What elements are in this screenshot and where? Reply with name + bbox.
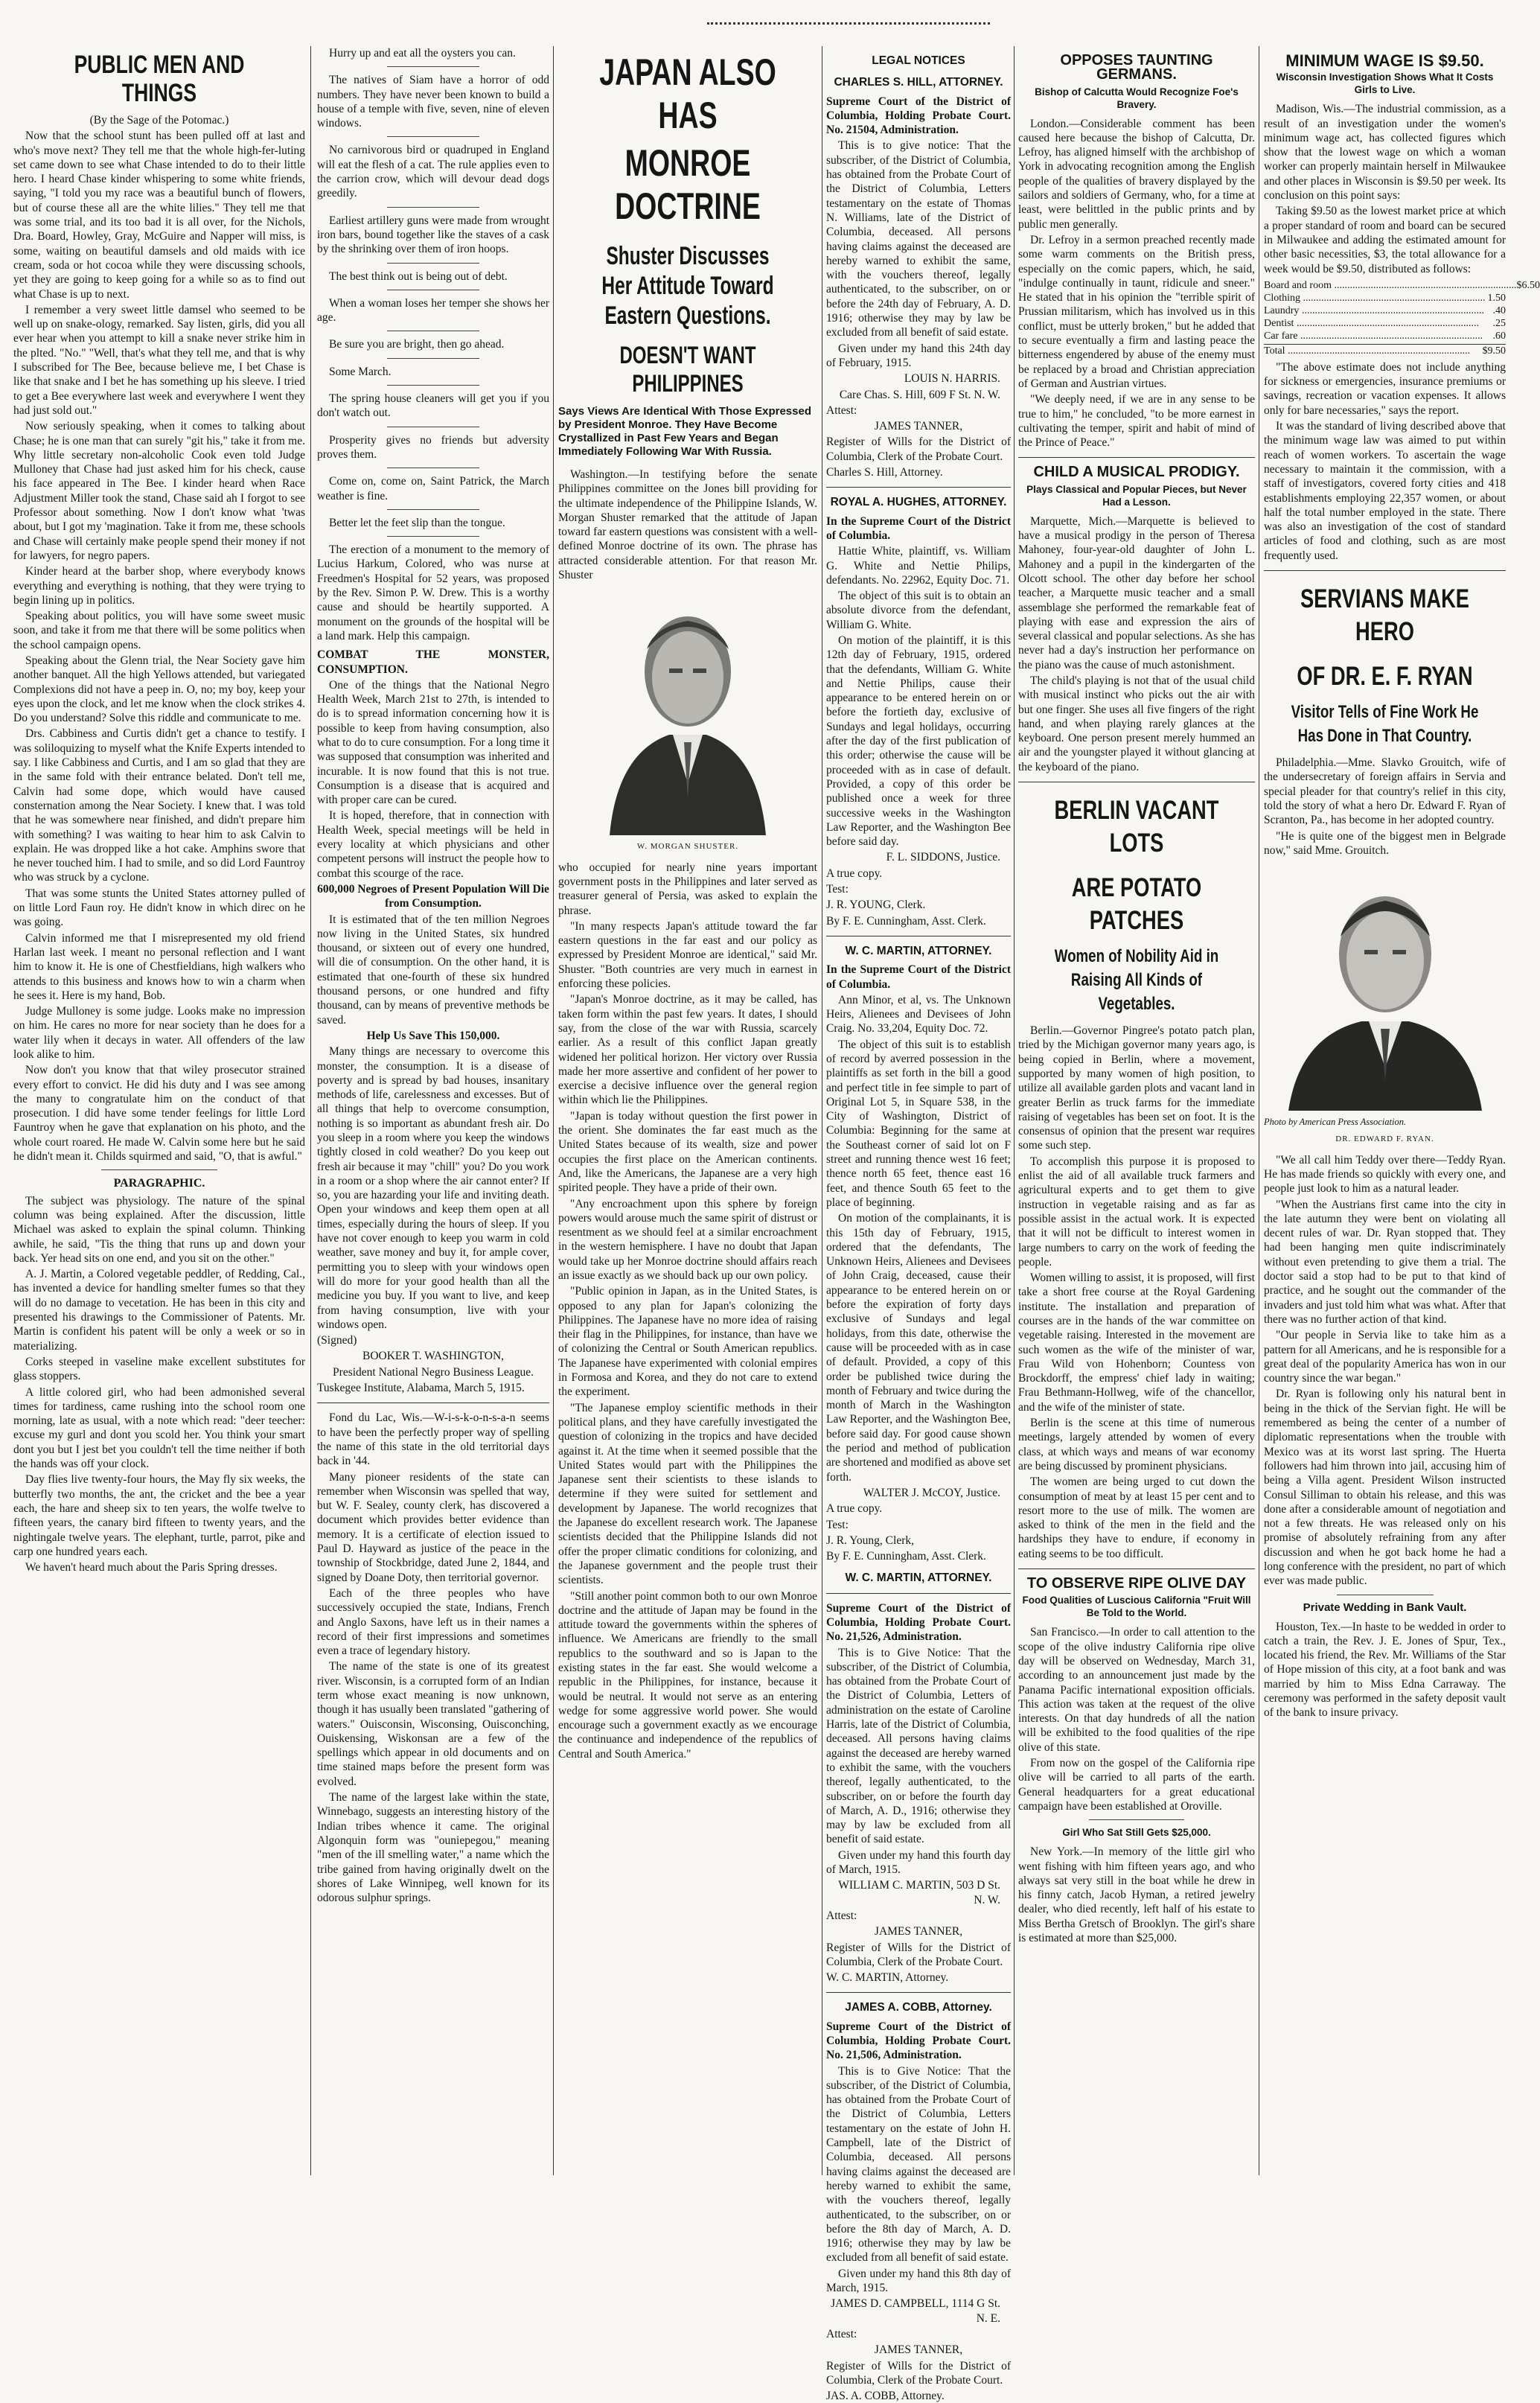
signature: JAMES D. CAMPBELL, 1114 G St. N. E. [831,2297,1000,2325]
row-value: $6.50 [1516,279,1540,291]
paragraph: I remember a very sweet little damsel who seemed to be well up on snake-ology, remarked. Say listen, girls, did you all ever hear when you attempt to kill a snake never strike him in the plted. "No." "Well, that's what they tell me, and that is why I subscribed for The Bee, because believe me, I bet Chase is like that snake and I bet he has something up his sleeve. I tried to get a Bee everywhere last week and everywhere I went they had just sold out." [13,303,305,417]
deck: Plays Classical and Popular Pieces, but Never Had a Lesson. [1026,483,1247,508]
column-news-briefs [1018,46,1255,2175]
legal-notices-head: LEGAL NOTICES [872,54,965,67]
signature-title: President National Negro Business League. [333,1365,534,1379]
subheadline-servians: Visitor Tells of Fine Work He Has Done in That Country. [1291,702,1479,747]
paragraph: It is estimated that of the ten million Negroes now living in the United States, six hundred thousand, or sixteen out of every one hundred, will die of consumption. On the other hand, it is estimated that one-fourth of these six hundred thousand persons, or one hundred and fifty thousand, can by means of preventive methods be saved. [317,913,549,1027]
top-rule [707,22,990,25]
parties: Ann Minor, et al, vs. The Unknown Heirs, Alienees and Devisees of John Craig. No. 33,204, Equity Doc. 72. [826,993,1011,1035]
byline: (By the Sage of the Potomac.) [89,114,229,127]
paragraph: Now that the school stunt has been pulled off at last and who's move next? They tell me that the whole high-fer-luting set came down to see what Chase intended to do to their little hero. I heard Chase kinder whispering to some white friends, saying, "I told you my race was a beautiful bunch of flowers, but of course these all are the white lilies." They tell me that was some trial, and its too bad it is all over, for the Nichols, Dra. Board, Howley, Gray, McGuire and Napper will miss, is some, waiting on beautiful damsels and old maids with ice cream, soda or hot cocoa while they were discussing schools, yet they are going to keep going for a while so as to find out what Chase is up to next. [13,130,305,301]
article-body [13,129,305,1164]
paragraph: Kinder heard at the barber shop, where everybody knows everything and everything is nothing, that they were trying to begin lining up in politics. [13,565,305,607]
photo-caption: DR. EDWARD F. RYAN. [1335,1135,1434,1144]
paragraph: Each of the three peoples who have successively occupied the state, Indians, French and Anglo Saxons, have left us in their names a record of their first impressions and sometimes even a trace of legendary history. [317,1586,549,1658]
paragraph: The child's playing is not that of the usual child with musical instinct who picks out the air with but one finger. She uses all five fingers of the right hand, and when playing rarely glances at the keyboard. One person present merely hummed an air and the youngster played it without glancing at the keyboard of the piano. [1018,674,1255,773]
column-rule [310,46,311,2175]
separator [826,487,1011,488]
subheadline-shuster: Shuster Discusses Her Attitude Toward Eastern Questions. [601,242,774,330]
headline-berlin-1: BERLIN VACANT LOTS [1054,796,1219,858]
paragraph: "Still another point common both to our own Monroe doctrine and the attitude of Japan may be found in the attitude toward the governments within the spheres of influence. We Americans are friendly to the small republics to the southward and so is Japan to the existing states in the far east. She would welcome a republic in the Philippines, for instance, because it would be neutral. It would not serve as an entering wedge for some aggressive world power. She would encourage such a government exactly as we encourage the continuance and independence of the republics of Central and South America." [558,1589,817,1761]
signature: LOUIS N. HARRIS. [904,372,1000,386]
column-legal-notices [826,46,1011,2403]
given: Given under my hand this 24th day of February, 1915. [826,342,1011,369]
paragraph: Now seriously speaking, when it comes to talking about Chase; he is one man that can surely "git his," take it from me. Why little secretary non-alcoholic Cook even told Judge Mulloney that Chase had just asked him for his check, cause his face appeared in The Bee. I kinder heard when Race Adjustment Miller took the stand, Chase said ah I forgot to see Professor about something. Now I don't know what 'twas about, but I got my 'magination. Take it from me, these schools and Chase will certainly make people spend their money if not for lawyers, for negro papers. [13,420,305,562]
paragraph: San Francisco.—In order to call attention to the scope of the olive industry California ripe olive day will be observed on Wednesday, March 31, according to an announcement just made by the Panama Pacific international exposition officials. This action was taken at the request of the olive interests. On that day hundreds of all the nation will be exhibited to the food qualities of the ripe olive of this state. [1018,1626,1255,1754]
tanner: JAMES TANNER, [874,2343,963,2357]
paragraph: The subject was physiology. The nature of the spinal column was being explained. After the discussion, little Michael was asked to explain the spinal column. Thinking awhile, he said, "Tis the thing that runs up and down your back. Yer head sits on one end, and you sit on the other." [13,1194,305,1265]
notice-text: This is to Give Notice: That the subscriber, of the District of Columbia, has obtained from the Probate Court of the District of Columbia, Letters testamentary on the estate of John H. Campbell, late of the District of Columbia, deceased. All persons having claims against the deceased are hereby warned to exhibit the same, with the vouchers thereof, legally authenticated, to the subscriber, on or before the 8th day of March, A. D. 1916; otherwise they may by law be excluded from all benefit of said estate. [826,2064,1011,2265]
help-head: Help Us Save This 150,000. [366,1029,500,1042]
item: The best think out is being out of debt. [329,269,508,283]
paragraph: Dr. Lefroy in a sermon preached recently made some warm comments on the British press, especially on the comic papers, which, he said, "indulge continually in taunt, ridicule and sneer." He stated that in his opinion the "terrible spirit of Prussian militarism, which has involved us in this conflict, must be utterly broken," but he added that to secure eventually a firm and lasting peace the bitterness engendered by abuse of the enemy must be replaced by a broad and Christian appreciation of German and Austrian virtues. [1018,233,1255,390]
item: The natives of Siam have a horror of odd numbers. They have never been known to build a house of a temple with five, seven, nine of eleven windows. [317,74,549,130]
court: In the Supreme Court of the District of Columbia. [826,514,1011,542]
headline-prodigy: CHILD A MUSICAL PRODIGY. [1033,464,1240,481]
headline-berlin-2: ARE POTATO PATCHES [1071,873,1202,936]
attorney: Charles S. Hill, Attorney. [826,466,943,479]
paragraph: "Japan is today without question the first power in the orient. She dominates the far east much as the United States because of its wealth, size and power occupies the first place on the American continents. And, like the Americans, the Japanese are a very high spirited people. They have a pride of their own. [558,1109,817,1195]
paragraph: "He is quite one of the biggest men in Belgrade now," said Mme. Grouitch. [1264,829,1506,857]
attorney: JAS. A. COBB, Attorney. [826,2390,945,2403]
item: The erection of a monument to the memory of Lucius Harkum, Colored, who was nurse at Freedmen's Hospital for 52 years, was proposed by the Rev. Simon P. W. Drew. This is a worthy cause and should be heartily supported. A monument on the grounds of the hospital will be a land mark. Help this campaign. [317,543,549,642]
separator [387,385,480,386]
notice-text: The object of this suit is to establish of record by averred possession in the plaintiffs as set forth in the bill a good and perfect title in fee simple to part of Original Lot 5, in Square 538, in the City of Washington, District of Columbia: Beginning for the same at the Southeast corner of said lot on F street and running thence west 16 feet; thence north 65 feet, thence east 16 feet, and thence South 65 feet to the place of beginning. [826,1038,1011,1209]
attorney: W. C. MARTIN, Attorney. [826,1971,949,1985]
table-row [1264,317,1506,330]
portrait-ryan [1274,865,1497,1111]
paragraph: London.—Considerable comment has been caused here because the bishop of Calcutta, Dr. Lefroy, has aligned himself with the archbishop of York in advocating recognition among the English people of the qualities of bravery displayed by the sailors and soldiers of Germany, who, for a time at least, were belittled in the public prints and by public men generally. [1018,117,1255,231]
paragraph: Day flies live twenty-four hours, the May fly six weeks, the butterfly two months, the ant, the cricket and the bee a year each, the hare and sheep six to ten years, the wolfe twelve to fifteen years, the canary bird fifteen to twenty years, and the nightingale twelve years. The elephant, turtle, parrot, pike and carp one hundred years each. [13,1473,305,1558]
paragraph: Marquette, Mich.—Marquette is believed to have a musical prodigy in the person of Theresa Mahoney, four-year-old daughter of John L. Mahoney and a pupil in the kindergarten of the Olcott school. The other day before her school teacher, a Marquette music teacher and a small assemblage she performed the remarkable feat of playing with ease and expression the airs of several classical and popular selections. As she has never had a day's instruction her performance on the piano was the cause of much astonishment. [1018,514,1255,671]
paragraph: Washington.—In testifying before the senate Philippines committee on the Jones bill providing for the ultimate independence of the Philippine Islands, W. Morgan Shuster remarked that the attitude of Japan toward far eastern questions was consistent with a well-defined Monroe doctrine of its own. The phrase has attracted considerable attention. For that reason Mr. Shuster [558,468,817,582]
item: Some March. [329,365,392,378]
paragraph: From now on the gospel of the California ripe olive will be carried to all parts of the earth. General headquarters for a great educational campaign have been established at Oroville. [1018,1757,1255,1813]
deck: Wisconsin Investigation Shows What It Costs Girls to Live. [1276,71,1494,96]
paragraph: It was the standard of living described above that the minimum wage law was aimed to put within reach of women workers. To ascertain the wage necessary to maintain it the commission, with a staff of investigators, covered forty cities and 418 establishments employing 22,357 women, or about half the total number employed in the state. There was also an investigation of the cost of standard articles of food and clothing, such as are most frequently used. [1264,420,1506,562]
parties: Hattie White, plaintiff, vs. William G. White and Nettie Philips, defendants. No. 22962, Equity Doc. 71. [826,545,1011,587]
headline-japan: JAPAN ALSO HAS [599,51,776,136]
paragraph: Women willing to assist, it is proposed, will first take a short free course at the Royal Gardening institute. The installation and preparation of courses are in the hands of the war committee on vegetable raising. Interested in the movement are such women as the wife of the minister of war, Frau Wild von Hohenborn; Countess von Brockdorff, the empress' chief lady in waiting; Frau Bethmann-Hollweg, wife of the chancellor, and the wife of the minister of state. [1018,1271,1255,1414]
row-value: .40 [1492,304,1506,316]
table-row [1264,330,1506,342]
separator [1018,457,1255,458]
paragraph: "The Japanese employ scientific methods in their political plans, and they have carefully investigated the question of colonizing in the tropics and have decided against it. At the time when it seemed possible that the United States would part with the Philippines the Japanese sent their scientists to these islands to determine if they were suited for settlement and development by Japanese. The world recognizes that the Japanese do excellent research work. The Japanese scientists decided that the Philippine Islands did not offer the proper climatic conditions for colonizing, and the Japanese government and the people trust their scientists. [558,1401,817,1587]
row-label: Board and room ..... [1264,279,1516,292]
court: In the Supreme Court of the District of Columbia. [826,963,1011,991]
signature-name: BOOKER T. WASHINGTON, [362,1350,505,1363]
paragraph: Dr. Ryan is following only his natural bent in being in the thick of the Servian fight. He will be remembered as being the center of a number of diplomatic representations when the trouble with Mexico was at its worst last spring. The Huerta followers had him thrown into jail, accusing him of being a Villa agent. President Wilson instructed Consul Silliman to obtain his release, and this was done after a considerable amount of negotiation and not a few threats. He was released only on his promise of absolutely refraining from any after discussion and when he got back home he had a long conference with the president, no part of which ever was made public. [1264,1388,1506,1588]
paragraph: Many things are necessary to overcome this monster, the consumption. It is a disease of poverty and is spread by bad houses, insanitary methods of life, carelessness and excesses. But of all things that help to overcome consumption, nothing is so important as abundant fresh air. Do you sleep in a room where you keep the windows tightly closed in cold weather? Do you keep out fresh air because it may "chill" you? Do you work in a room or a shop where the air cannot enter? If so, you are hazarding your life and inviting death. Open your windows and keep them open at all times, especially during the hours of sleep. If you have not cover enough to keep you warm in cold weather, save money and buy it, for ample cover, permitting you to sleep with your windows open will do more for your good health than all the medicine you buy. If you want to live, and keep from having consumption, live with your windows open. [317,1045,549,1331]
clerk: By F. E. Cunningham, Asst. Clerk. [826,914,986,928]
paragraph: The name of the state is one of its greatest river. Wisconsin, is a corrupted form of an Indian term whose exact meaning is now unknown, though it has usually been translated "gathering of waters." Ouisconsin, Wisconsing, Ouisconching, Ouiskensing, Wiskonsan are a few of the spellings which appear in old documents and on time stained maps before the present form was evolved. [317,1660,549,1788]
paragraph: Berlin is the scene at this time of numerous meetings, largely attended by women of every class, at which ways and means of war economy are being discussed by prominent physicians. [1018,1417,1255,1472]
headline-monroe: MONROE DOCTRINE [615,142,761,227]
notice-text: On motion of the plaintiff, it is this 12th day of February, 1915, ordered that the defendants, William G. White and Nettie Philips, cause their appearance to be entered herein on or before the fortieth day, exclusive of Sundays and legal holidays, occurring after the day of the first publication of this order; otherwise the cause will be proceeded with as in case of default. Provided, a copy of this order be published once a week for three successive weeks in the Washington Law Reporter, and the Washington Bee before said day. [826,634,1011,849]
attorney-head: JAMES A. COBB, Attorney. [845,2001,992,2014]
clerk: J. R. Young, Clerk, [826,1534,914,1547]
wage-table [1264,279,1540,357]
tanner: JAMES TANNER, [874,1925,963,1938]
tanner-title: Register of Wills for the District of Columbia, Clerk of the Probate Court. [826,1941,1011,1968]
row-label: Clothing ..... [1264,292,1488,304]
column-japan [558,46,817,2175]
attest: Attest: [826,1909,857,1922]
paragraph: "When the Austrians first came into the city in the late autumn they were bent on violating all decent rules of war. Dr. Ryan stopped that. They had been hanging men quite indiscriminately without even pretending to give them a trial. The doctor said a stop had to be put to that kind of practice, and he sought out the commander of the invaders and just told him what was what. After that there was no further action of that kind. [1264,1198,1506,1326]
paragraph: A little colored girl, who had been admonished several times for tardiness, came rushing into the school room one morning, late as usual, with a note which read: "deer teecher: excuse my gurl and dont you scold her. You think your smart dont you but I jest bet you couldn't tell the time neither if both the hands was off your clock. [13,1385,305,1471]
item: Earliest artillery guns were made from wrought iron bars, bound together like the staves of a cask by the shrinking over them of iron hoops. [317,214,549,256]
headline-taunting: OPPOSES TAUNTING GERMANS. [1060,52,1213,83]
paragraph: "Any encroachment upon this sphere by foreign powers would arouse much the same spirit of distrust or resentment as we should feel at a similar encroachment in the western hemisphere. I have no doubt that Japan would take up her Monroe doctrine should affairs reach an issue exactly as we should back up our own policy. [558,1197,817,1282]
separator [387,536,480,537]
paragraph: It is hoped, therefore, that in connection with Health Week, special meetings will be held in every locality at which physicians and other competent persons will instruct the people how to combat this scourge of the race. [317,809,549,880]
table-row [1264,279,1540,292]
combat-head: COMBAT THE MONSTER, CONSUMPTION. [317,648,549,676]
row-value: .25 [1492,317,1506,329]
paragraph: Now don't you know that that wiley prosecutor strained every effort to convict. He did his duty and I was see among the many to congratulate him on the conduct of that prosecution. I did have some tender feelings for little Lord Fauntroy when he gave that explanation on his photo, and the whole court roared. He made W. Calvin some here but he said he didn't mean it. Childs squirmed and said, "O, that is awful." [13,1064,305,1164]
separator [387,358,480,359]
paragraph: Corks steeped in vaseline make excellent substitutes for glass stoppers. [13,1355,305,1383]
clerk: By F. E. Cunningham, Asst. Clerk. [826,1550,986,1563]
columns [13,46,1540,2403]
item: No carnivorous bird or quadruped in England will eat the flesh of a cat. The rule applies even to the carrion crow, which will devour dead dogs greedily. [317,144,549,200]
attorney-head: ROYAL A. HUGHES, ATTORNEY. [830,496,1007,509]
tanner-title: Register of Wills for the District of Columbia, Clerk of the Probate Court. [826,435,1011,463]
item: Come on, come on, Saint Patrick, the March weather is fine. [317,475,549,502]
column-items [317,46,549,2175]
court: Supreme Court of the District of Columbia, Holding Probate Court. No. 21,506, Administration. [826,2020,1011,2062]
row-value: .60 [1492,330,1506,342]
paragraph: The women are being urged to cut down the consumption of meat by at least 15 per cent and to resort more to the use of milk. The women are asked to think of the men in the field and the hardships they have to endure, if economy in eating seems to be too difficult. [1018,1475,1255,1560]
headline-minimum-wage: MINIMUM WAGE IS $9.50. [1285,51,1484,70]
item: Prosperity gives no friends but adversity proves them. [317,433,549,461]
attorney-head: W. C. MARTIN, ATTORNEY. [845,1571,992,1585]
signature: WALTER J. McCOY, Justice. [863,1486,1000,1499]
tanner-title: Register of Wills for the District of Columbia, Clerk of the Probate Court. [826,2359,1011,2387]
signature-place: Tuskegee Institute, Alabama, March 5, 1915. [317,1382,525,1395]
notice-text: This is to Give Notice: That the subscriber, of the District of Columbia, has obtained from the Probate Court of the District of Columbia, Letters of administration on the estate of Caroline Harris, late of the District of Columbia, deceased. All persons having claims against the deceased are hereby warned to exhibit the same, with the vouchers thereof, legally authenticated, to the subscriber, on or before the fourth day of March, A. D., 1916; otherwise they may by law be excluded from all benefit of said estate. [826,1646,1011,1846]
notice-text: On motion of the complainants, it is this 15th day of February, 1915, ordered that the defendants, The Unknown Heirs, Alienees and Devisees of John Craig, deceased, cause their appearance to be entered herein on or before the expiration of forty days exclusive of Sundays and legal holidays, from this date, otherwise the cause will be proceeded with as in case of default. Provided, a copy of this order be published twice during the month of February and twice during the month of March in the Washington Law Reporter, and the Washington Bee, before said day. For good cause shown the period and method of publication are shortened and modified as above set forth. [826,1212,1011,1484]
attorney-head: W. C. MARTIN, ATTORNEY. [845,944,992,957]
row-label: Car fare ..... [1264,330,1493,342]
paragraph: Houston, Tex.—In haste to be wedded in order to catch a train, the Rev. J. E. Jones of Spur, Tex., located his friend, the Rev. Mr. Williams of the Star of Hope mission of this city, at a foot bank and was married by him to Miss Edna Carraway. The ceremony was performed in the safety deposit vault of the bank to insure privacy. [1264,1620,1506,1720]
separator [101,1169,218,1170]
court: Supreme Court of the District of Columbia, Holding Probate Court. No. 21,526, Administration. [826,1601,1011,1644]
headline-servians-2: OF DR. E. F. RYAN [1297,662,1473,692]
separator [826,1593,1011,1594]
separator [387,66,480,67]
tanner: JAMES TANNER, [874,420,963,433]
signed: (Signed) [317,1334,357,1347]
separator [387,263,480,264]
paragraph: Speaking about politics, you will have some sweet music soon, and take it from me that there will be some politics when the school campaign opens. [13,610,305,651]
paragraph: The name of the largest lake within the state, Winnebago, suggests an interesting history of the Indian tribes whence it came. The original Algonquin form was "ouniepegou," meaning "men of the ill smelling water," a name which the tribe gained from having originally dwelt on the shores of Lake Winnipeg, well known for its odorous sulphur springs. [317,1791,549,1905]
separator [317,1402,549,1403]
column-rule [553,46,554,2175]
test: Test: [826,1518,849,1531]
court: Supreme Court of the District of Columbia, Holding Probate Court. No. 21504, Administration. [826,95,1011,137]
total-value: $9.50 [1482,345,1506,357]
paragraph: "We all call him Teddy over there—Teddy Ryan. He has made friends so quickly with every one, and people just look to him as a natural leader. [1264,1153,1506,1196]
deck: Says Views Are Identical With Those Expressed by President Monroe. They Have Become Crystallized in Past Few Years and Began Immediately Following War With Russia. [558,405,811,458]
attorney-head: CHARLES S. HILL, ATTORNEY. [834,76,1003,89]
notice-text: This is to give notice: That the subscriber, of the District of Columbia, has obtained from the Probate Court of the District of Columbia, Letters testamentary on the estate of Thomas N. Williams, late of the District of Columbia, deceased. All persons having claims against the deceased are hereby warned to exhibit the same, with the vouchers thereof, legally authenticated, to the subscriber, on or before the 24th day of February, A. D. 1916; otherwise they may by law be excluded from all benefit of said estate. [826,139,1011,339]
headline-wedding: Private Wedding in Bank Vault. [1303,1601,1467,1614]
paragraph: We haven't heard much about the Paris Spring dresses. [25,1561,278,1574]
portrait-shuster [595,590,781,835]
paragraph: "In many respects Japan's attitude toward the far eastern questions in the far east and our policy as expressed by President Monroe are identical," said Mr. Shuster. "Both countries are very much in earnest in enforcing these policies. [558,919,817,991]
paragraph: New York.—In memory of the little girl who went fishing with him fifteen years ago, and who always sat very still in the boat while he drew in his finny catch, Jacob Hyman, a retired jewelry dealer, who died recently, left half of his estate to Miss Bertha Gretsch of Brooklyn. The girl's share is estimated at more than $25,000. [1018,1845,1255,1944]
item: Better let the feet slip than the tongue. [329,516,505,529]
paragraph: Berlin.—Governor Pingree's potato patch plan, tried by the Michigan governor many years ago, is being copied in Berlin, where a movement, supported by many women of high position, to utilize all available garden plots and vacant land in greater Berlin as truck farms for the immediate raising of vegetables has been set on foot. It is the consensus of opinion that the present war requires some such step. [1018,1024,1255,1152]
clerk: J. R. YOUNG, Clerk. [826,899,926,912]
paragraph: Philadelphia.—Mme. Slavko Grouitch, wife of the undersecretary of foreign affairs in Servia and special pleader for that country's relief in this city, told the story of what a hero Dr. Edward F. Ryan of Scranton, Pa., has become in her adopted country. [1264,756,1506,827]
headline-girl: Girl Who Sat Still Gets $25,000. [1062,1827,1211,1839]
paragraph: Speaking about the Glenn trial, the Near Society gave him another banquet. All the high Yellows attended, but variegated Complexions did not have a peep in. O, no; my boy, keep your eyes upon the clock, and let me know when the clock strikes 4. Do you understand? Solve this riddle and communicate to me. [13,654,305,725]
paragraph: "The above estimate does not include anything for sickness or emergencies, insurance premiums or savings, recreation or vacation expenses. It allows only for bare necessaries," says the report. [1264,360,1506,417]
column-rule [1014,46,1015,2175]
headline-public-men: PUBLIC MEN AND THINGS [74,51,245,107]
signature: F. L. SIDDONS, Justice. [886,851,1000,864]
headline-olive: TO OBSERVE RIPE OLIVE DAY [1026,1575,1247,1592]
attest: Attest: [826,403,857,417]
attest: Attest: [826,2327,857,2340]
total-label: Total ..... [1264,345,1483,357]
paragraph: "Japan's Monroe doctrine, as it may be called, has taken form within the past few years. It dates, I should say, from the close of the war with Russia, scarcely earlier. As a result of this conflict Japan greatly widened her political horizon. Her victory over Russia made her more assertive and confident of her power to exercise a decisive influence over the general region within which lie the Philippines. [558,993,817,1107]
given: Given under my hand this fourth day of March, 1915. [826,1848,1011,1877]
paragraph: "Public opinion in Japan, as in the United States, is opposed to any plan for Japan's colonizing the Philippines. The Japanese have no more idea of raising their flag in the Philippines, for instance, than have we of colonizing the Central or South American republics. The Japanese have experimented with colonial empires in Formosa and Korea, and they do not care to extend the experiment. [558,1285,817,1399]
column-wage-servians [1264,46,1540,2175]
separator [387,467,480,468]
deck: Bishop of Calcutta Would Recognize Foe's Bravery. [1035,86,1239,110]
negroes-head: 600,000 Negroes of Present Population Will Die from Consumption. [317,882,549,910]
paragraph: Judge Mulloney is some judge. Looks make no impression on him. He cares no more for near society than he does for a water lily when it decays in water. All offenders of the law look alike to him. [13,1005,305,1061]
table-row [1264,304,1506,317]
paragraph: Madison, Wis.—The industrial commission, as a result of an investigation under the women's minimum wage act, has collected figures which show that the lowest wage on which a woman worker can properly maintain herself in Milwaukee and other places in Wisconsin is $9.50 per week. Its conclusion on this point says: [1264,103,1506,202]
item: The spring house cleaners will get you if you don't watch out. [317,392,549,420]
separator [826,1992,1011,1993]
signature: Care Chas. S. Hill, 609 F St. N. W. [839,388,1000,401]
test: Test: [826,883,849,896]
paragraph: Many pioneer residents of the state can remember when Wisconsin was spelled that way, but W. F. Sealey, county clerk, has discovered a document which provides better evidence than memory. It is a certificate of election issued to Paul D. Hayward as justice of the peace in the township of Stockbridge, dated June 2, 1844, and signed by Doane Doty, then territorial governor. [317,1470,549,1584]
item: When a woman loses her temper she shows her age. [317,296,549,325]
photo-caption: W. MORGAN SHUSTER. [636,842,739,852]
true-copy: A true copy. [826,1502,883,1516]
paragraph: A. J. Martin, a Colored vegetable peddler, of Redding, Cal., has invented a device for handling smelter fumes so that they will do no damage to vecetation. He has been in this city and presented his drawings to the Commissioner of Patents. Mr. Martin is confident his patent will be only a week or so in materializing. [13,1268,305,1353]
photo-credit: Photo by American Press Association. [1264,1117,1407,1128]
row-value: 1.50 [1487,292,1506,304]
separator [387,207,480,208]
row-label: Dentist ..... [1264,317,1493,330]
separator [387,509,480,510]
headline-philippines: DOESN'T WANT PHILIPPINES [619,342,756,397]
column-public-men [13,46,305,2175]
paragraph: That was some stunts the United States attorney pulled of on little Lord Faun roy. He didn't know in which direc on he was going. [13,887,305,929]
notice-text: The object of this suit is to obtain an absolute divorce from the defendant, William G. White. [826,590,1011,631]
given: Given under my hand this 8th day of March, 1915. [826,2267,1011,2295]
table-total-row [1264,344,1506,357]
item: Be sure you are bright, then go ahead. [329,338,505,351]
row-label: Laundry ..... [1264,304,1493,317]
paragraph: "Our people in Servia like to take him as a pattern for all Americans, and he is responsible for a great deal of the popularity America has won in our country since the war began." [1264,1329,1506,1385]
separator [387,136,480,137]
signature: WILLIAM C. MARTIN, 503 D St. N. W. [838,1879,1000,1906]
separator [1089,1819,1183,1820]
paragraph: One of the things that the National Negro Health Week, March 21st to 27th, is intended to do is to spread information concerning how it is possible to keep from having consumption, also what to do to cure consumption. For a long time it was supposed that consumption was inherited and incurable. It is now found that this is not true. Consumption is a disease that is acquired and with proper care can be cured. [317,678,549,807]
headline-servians-1: SERVIANS MAKE HERO [1300,584,1470,647]
table-row [1264,292,1506,304]
paragraph: "We deeply need, if we are in any sense to be true to him," he concluded, "to be more earnest in cultivating the temper, spirit and habit of mind of the Prince of Peace." [1018,393,1255,450]
true-copy: A true copy. [826,867,883,880]
paragraph: Taking $9.50 as the lowest market price at which a proper standard of room and board can be secured in Milwaukee and adding the estimated amount for other basic necessities, $3, the total allowance for a week would be $9.50, distributed as follows: [1264,205,1506,275]
subhead-paragraphic: PARAGRAPHIC. [113,1177,205,1190]
item: Hurry up and eat all the oysters you can. [329,47,516,60]
subheadline-berlin: Women of Nobility Aid in Raising All Kinds of Vegetables. [1054,946,1219,1015]
paragraph: Drs. Cabbiness and Curtis didn't get a chance to testify. I was soliloquizing to myself what the Knife Experts intended to say. I like Cabbiness and Curtis, and I am so glad that they are in the same fold with their entrance belated. Don't tell me, Calvin had some dope, which would have caused consternation among the Near Society. I knew that. I was told that he was somewhere near finished, and didn't prepare him with something? I was waiting to hear him to ask Calvin to explain. He was dropped like a hot cake. Amphins swore that he never touched him. I had to smile, and so did Lord Fauntroy who was struck by a cyclone. [13,727,305,884]
separator [1264,570,1506,571]
paragraph: who occupied for nearly nine years important government posts in the Philippines and later served as treasurer general of Persia, was asked to explain the phrase. [558,861,817,917]
paragraph: Fond du Lac, Wis.—W-i-s-k-o-n-s-a-n seems to have been the perfectly proper way of spelling the name of this state in the old territorial days back in '44. [317,1411,549,1468]
deck: Food Qualities of Luscious California "Fruit Will Be Told to the World. [1022,1595,1251,1619]
paragraph: To accomplish this purpose it is proposed to enlist the aid of all available truck farmers and agricultural experts and to get them to give instruction in vegetable raising and as far as possible assist in the actual work. It is expected that it will not be difficult to interest women in large numbers to carry on the work of feeding the people. [1018,1155,1255,1268]
paragraph: Calvin informed me that I misrepresented my old friend Harlan last week. I meant no personal reflection and I want him to know it. He is one of Chestfieldians, high walkers who attends to this business and knows how to win a charm when he sees it. Here is my hand, Bob. [13,931,305,1002]
